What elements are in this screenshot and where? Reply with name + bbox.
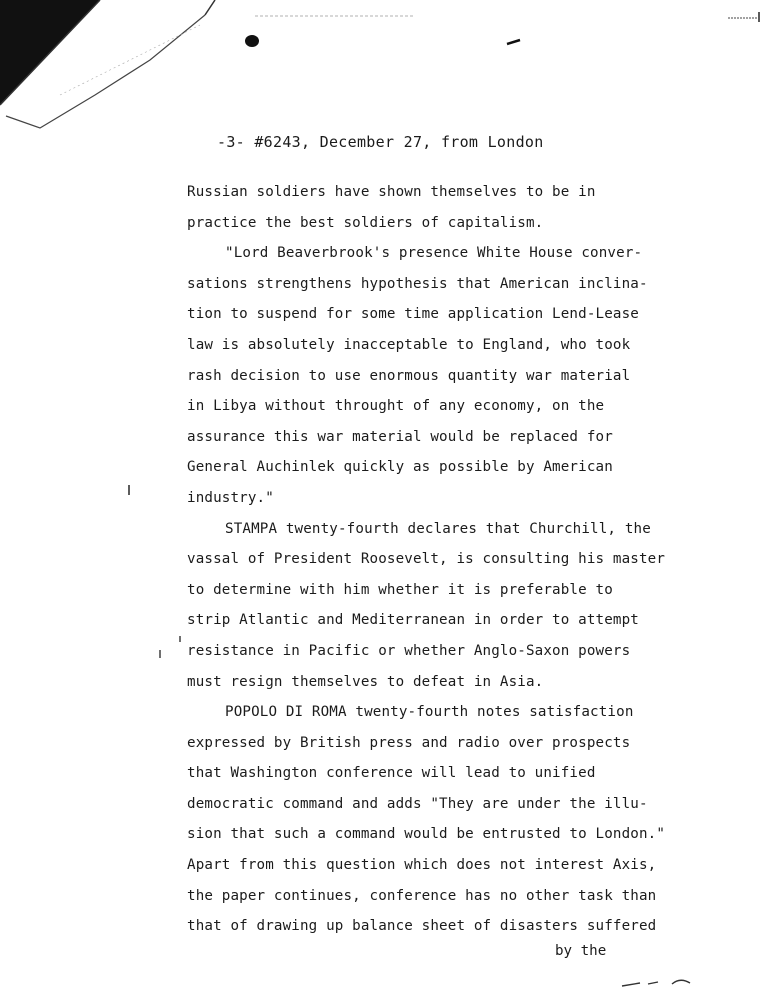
- text-line: the paper continues, conference has no other task than: [187, 887, 657, 904]
- text-line: Apart from this question which does not interest Axis,: [187, 857, 657, 874]
- document-body: [187, 177, 707, 942]
- text-line: industry.": [187, 489, 274, 506]
- text-line: Russian soldiers have shown themselves to be in: [187, 184, 596, 200]
- continuation-line: by the: [555, 943, 607, 959]
- page-corner-shadow: [0, 0, 240, 140]
- document-header: -3- #6243, December 27, from London: [217, 133, 544, 151]
- text-line: that of drawing up balance sheet of disasters suffered: [187, 918, 657, 935]
- text-line: democratic command and adds "They are under the illu-: [187, 795, 648, 812]
- text-line: expressed by British press and radio over prospects: [187, 734, 631, 751]
- text-line: sion that such a command would be entrusted to London.": [187, 826, 666, 843]
- text-line: that Washington conference will lead to unified: [187, 765, 596, 782]
- top-dotted-rule: [255, 14, 415, 18]
- text-line: STAMPA twenty-fourth declares that Churchill, the: [225, 520, 651, 537]
- text-line: vassal of President Roosevelt, is consulting his master: [187, 551, 666, 568]
- text-line: in Libya without throught of any economy, on the: [187, 398, 605, 415]
- ink-dash-mark: [506, 38, 522, 46]
- paragraph: [187, 514, 707, 698]
- left-margin-marks: [125, 480, 185, 720]
- text-line: resistance in Pacific or whether Anglo-Saxon powers: [187, 642, 631, 659]
- top-right-edge-mark: [728, 10, 765, 22]
- bottom-corner-marks: [620, 972, 700, 991]
- text-line: practice the best soldiers of capitalism.: [187, 214, 544, 231]
- ink-blot-mark: [243, 32, 261, 50]
- text-line: assurance this war material would be replaced for: [187, 428, 613, 445]
- text-line: to determine with him whether it is preferable to: [187, 581, 613, 598]
- text-line: General Auchinlek quickly as possible by American: [187, 459, 613, 476]
- paragraph: [187, 697, 707, 942]
- text-line: law is absolutely inacceptable to England, who took: [187, 336, 631, 353]
- text-line: must resign themselves to defeat in Asia.: [187, 673, 544, 690]
- text-line: rash decision to use enormous quantity war material: [187, 367, 631, 384]
- paragraph: [187, 238, 707, 513]
- paragraph: [187, 177, 707, 238]
- text-line: POPOLO DI ROMA twenty-fourth notes satisfaction: [225, 704, 634, 721]
- text-line: strip Atlantic and Mediterranean in order to attempt: [187, 612, 639, 629]
- text-line: sations strengthens hypothesis that American inclina-: [187, 275, 648, 292]
- text-line: tion to suspend for some time application Lend-Lease: [187, 306, 639, 323]
- text-line: "Lord Beaverbrook's presence White House conver-: [225, 245, 643, 262]
